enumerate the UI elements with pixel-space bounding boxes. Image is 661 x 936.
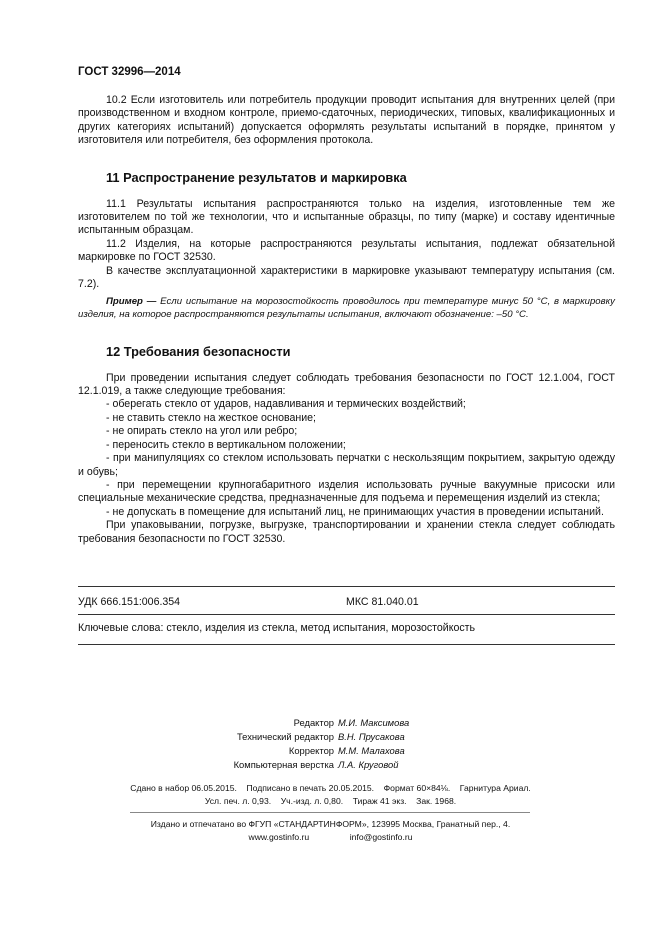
- credit-tech-editor: [0, 730, 661, 744]
- credit-editor: [0, 716, 661, 730]
- clause-11-2: 11.2 Изделия, на которые распространяются результаты испытания, подлежат обязательной маркировке по ГОСТ 32530.: [78, 237, 615, 264]
- imprint-circulation: Тираж 41 экз.: [352, 796, 407, 806]
- list-item: - не ставить стекло на жесткое основание;: [106, 411, 316, 424]
- imprint-publisher-sheets: Уч.-изд. л. 0,80.: [280, 796, 344, 806]
- list-item: - оберегать стекло от ударов, надавливания и термических воздействий;: [106, 398, 466, 411]
- imprint-print-date: Подписано в печать 20.05.2015.: [246, 783, 375, 793]
- credit-role: Компьютерная верстка: [233, 759, 334, 770]
- safety-requirements-list: [78, 398, 615, 519]
- list-item: - при манипуляциях со стеклом использовать перчатки с нескользящим покрытием, закрытую одежду и обувь;: [78, 452, 615, 478]
- imprint-publisher: [0, 818, 661, 831]
- imprint-print-sheets: Усл. печ. л. 0,93.: [204, 796, 272, 806]
- website-link[interactable]: www.gostinfo.ru: [248, 832, 310, 842]
- imprint-divider: [130, 812, 530, 813]
- udk-code: УДК 666.151:006.354: [78, 596, 181, 608]
- divider-top: [78, 586, 615, 587]
- credit-name: Л.А. Круговой: [338, 759, 399, 770]
- imprint-line-2: [0, 795, 661, 808]
- clause-11-1: 11.1 Результаты испытания распространяются только на изделия, изготовленные тем же изготовителем по той же технологии, что и испытанные образцы, по типу (марке) и составу идентичные испытанным образцам.: [78, 197, 615, 237]
- section-12-title: 12 Требования безопасности: [106, 343, 291, 359]
- email-link[interactable]: info@gostinfo.ru: [349, 832, 413, 842]
- document-code-header: ГОСТ 32996—2014: [78, 66, 181, 78]
- imprint-line-1: [0, 782, 661, 795]
- imprint-typeface: Гарнитура Ариал.: [459, 783, 531, 793]
- safety-intro: При проведении испытания следует соблюдать требования безопасности по ГОСТ 12.1.004, ГОСТ 12.1.019, а также следующие требования:: [78, 371, 615, 398]
- safety-closing: При упаковывании, погрузке, выгрузке, транспортировании и хранении стекла следует соблюдать требования безопасности по ГОСТ 32530.: [78, 519, 615, 545]
- example-text: Если испытание на морозостойкость проводилось при температуре минус 50 °C, в маркировку изделия, на которое распространяются результаты испытания, включают обозначение: –50 °C.: [78, 296, 615, 321]
- divider-middle: [78, 614, 615, 615]
- credit-layout: [0, 758, 661, 772]
- list-item: - переносить стекло в вертикальном положении;: [106, 438, 346, 451]
- keywords: Ключевые слова: стекло, изделия из стекла, метод испытания, морозостойкость: [78, 622, 476, 634]
- credit-role: Корректор: [288, 745, 334, 756]
- main-content: [78, 94, 615, 546]
- list-item: - при перемещении крупногабаритного изделия использовать ручные вакуумные присоски или специальные механические средства, предназначенные для подъема и перемещения изделий из стекла;: [78, 478, 615, 505]
- credit-name: М.И. Максимова: [338, 717, 410, 728]
- imprint-order: Зак. 1968.: [416, 796, 457, 806]
- imprint-format: Формат 60×84⅛.: [383, 783, 451, 793]
- example-note: [78, 296, 615, 321]
- credit-name: М.М. Малахова: [338, 745, 405, 756]
- credit-proofreader: [0, 744, 661, 758]
- credit-role: Редактор: [293, 717, 334, 728]
- mks-code: МКС 81.040.01: [346, 596, 419, 608]
- credit-role: Технический редактор: [236, 731, 334, 742]
- imprint-typeset-date: Сдано в набор 06.05.2015.: [130, 783, 237, 793]
- credit-name: В.Н. Прусакова: [338, 731, 405, 742]
- publisher-address: Издано и отпечатано во ФГУП «СТАНДАРТИНФОРМ», 123995 Москва, Гранатный пер., 4.: [150, 819, 511, 829]
- section-11-title: 11 Распространение результатов и маркировка: [106, 169, 407, 185]
- divider-bottom: [78, 644, 615, 645]
- marking-paragraph: В качестве эксплуатационной характеристики в маркировке указывают температуру испытания (см. 7.2).: [78, 264, 615, 291]
- classification-row: [78, 596, 615, 608]
- list-item: - не опирать стекло на угол или ребро;: [106, 425, 298, 438]
- editorial-credits: [0, 716, 661, 772]
- imprint-contacts: [0, 831, 661, 844]
- list-item: - не допускать в помещение для испытаний лиц, не принимающих участия в проведении испытаний.: [106, 505, 604, 518]
- example-lead: Пример —: [106, 296, 157, 308]
- clause-10-2: 10.2 Если изготовитель или потребитель продукции проводит испытания для внутренних целей (при производственном и входном контроле, приемо-сдаточных, периодических, типовых, квалификационных и других категориях испытаний) допускается оформлять результаты испытаний в порядке, принятом у изготовителя или потребителя, без оформления протокола.: [78, 94, 615, 147]
